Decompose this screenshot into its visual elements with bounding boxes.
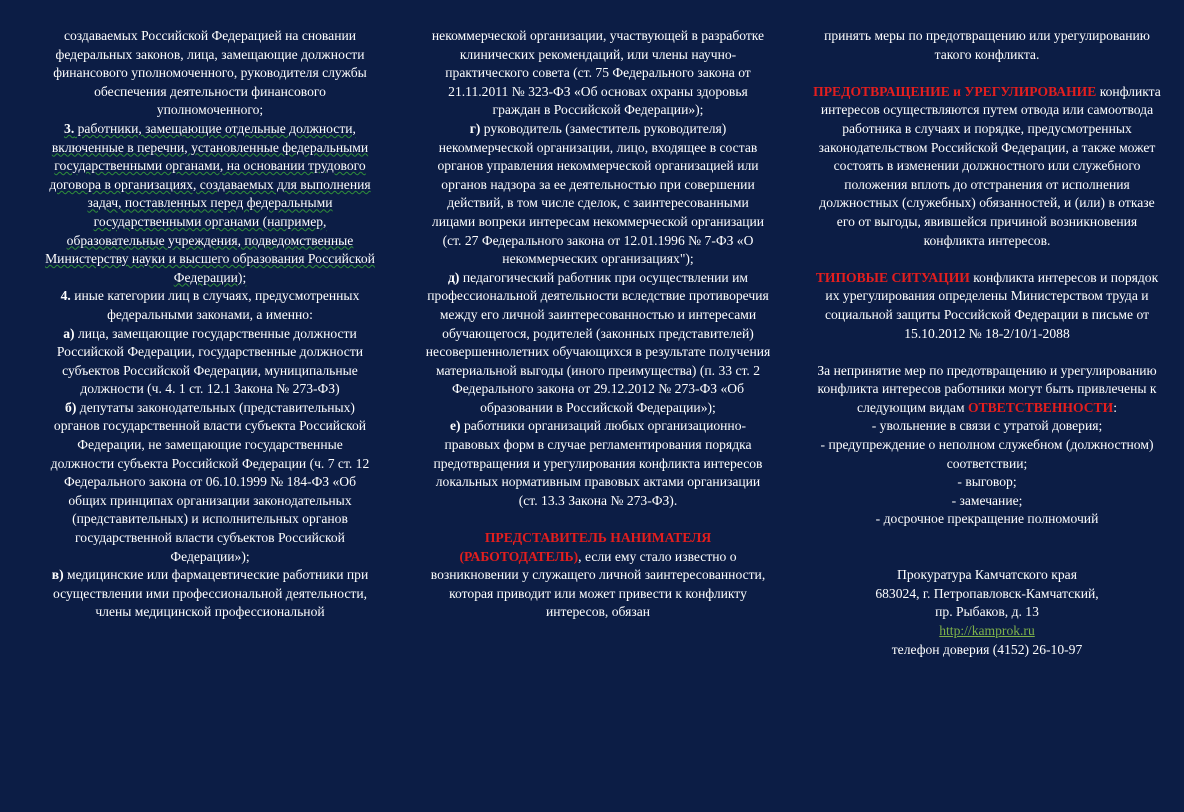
contact-address-line1: 683024, г. Петропавловск-Камчатский,	[875, 585, 1099, 601]
spacer	[812, 64, 1162, 83]
paragraph-item-v	[44, 566, 376, 622]
item-letter: в)	[51, 567, 64, 583]
paragraph-clinical-recommendations: некоммерческой организации, участвующей в разработке клинических рекомендаций, или члены научно-практического совета (ст. 75 Федерального закона от 21.11.2011 № 323-ФЗ «Об основах охраны здоровья граждан в Российской Федерации»);	[431, 28, 765, 118]
heading-typical-situations: ТИПОВЫЕ СИТУАЦИИ	[815, 269, 970, 285]
colon: :	[1113, 399, 1117, 415]
item-text: работники, замещающие отдельные должности, включенные в перечни, установленные федеральными государственными органами, на основании трудового договора в организациях, создаваемых для выполнения задач, поставленных перед федеральными государственными органами (например, образовательные учреждения, подведомственные Министерству науки и высшего образования Российской Федерации);	[45, 120, 375, 285]
heading-prevention: ПРЕДОТВРАЩЕНИЕ и УРЕГУЛИРОВАНИЕ	[813, 83, 1097, 99]
website-link[interactable]: http://kamprok.ru	[939, 623, 1035, 638]
item-letter: е)	[449, 418, 461, 434]
spacer	[812, 250, 1162, 269]
item-text: лица, замещающие государственные должности Российской Федерации, государственные должности субъектов Российской Федерации, муниципальные должности (ч. 4. 1 ст. 12.1 Закона № 273-ФЗ)	[56, 325, 364, 397]
paragraph-item-3	[44, 120, 376, 287]
paragraph-item-g	[425, 120, 771, 269]
paragraph-item-e	[425, 417, 771, 510]
column-left	[44, 27, 376, 622]
list-item: - предупреждение о неполном служебном (должностном) соответствии;	[820, 437, 1154, 471]
item-letter: д)	[448, 269, 460, 285]
list-item: - увольнение в связи с утратой доверия;	[871, 418, 1103, 434]
item-text: медицинские или фармацевтические работники при осуществлении ими профессиональной деятельности, члены медицинской профессиональной	[53, 567, 369, 620]
item-text: работники организаций любых организационно-правовых форм в случае регламентирования порядка предотвращения и урегулирования конфликта интересов локальных нормативным правовых актами организации (ст. 13.3 Закона № 273-ФЗ).	[433, 418, 763, 508]
paragraph-text: конфликта интересов осуществляются путем отвода или самоотвода работника в случаях и порядке, предусмотренных законодательством Российской Федерации, а также может состоять в изменении должностного или служебного положения вплоть до отстранения от исполнения должностных (служебных) обязанностей, и (или) в отказе его от выгоды, явившейся причиной возникновения конфликта интересов.	[818, 83, 1161, 248]
heading-responsibility: ОТВЕТСТВЕННОСТИ	[967, 399, 1114, 415]
spacer	[812, 548, 1162, 567]
contact-organization: Прокуратура Камчатского края	[897, 567, 1077, 583]
heading-employer-representative: ПРЕДСТАВИТЕЛЬ НАНИМАТЕЛЯ (РАБОТОДАТЕЛЬ)	[459, 530, 712, 564]
contact-phone: телефон доверия (4152) 26-10-97	[891, 641, 1083, 657]
paragraph-text: , если ему стало известно о возникновении у служащего личной заинтересованности, которая приводит или может привести к конфликту интересов, обязан	[430, 548, 766, 620]
spacer	[425, 510, 771, 529]
item-text: иные категории лиц в случаях, предусмотренных федеральными законами, а именно:	[70, 288, 360, 322]
paragraph-item-4	[44, 287, 376, 324]
paragraph-prevention	[812, 83, 1162, 250]
list-item: - выговор;	[957, 474, 1017, 490]
item-letter: г)	[469, 120, 481, 136]
paragraph-item-b	[44, 399, 376, 566]
contact-link-wrapper	[812, 622, 1162, 641]
spacer	[812, 529, 1162, 548]
paragraph-item-d	[425, 269, 771, 418]
list-item: - досрочное прекращение полномочий	[875, 511, 1099, 527]
paragraph-typical-situations	[812, 269, 1162, 343]
paragraph-responsibility	[812, 362, 1162, 418]
paragraph-text: конфликта интересов и порядок их урегулирования определены Министерством труда и социальной защиты Российской Федерации в письме от 15.10.2012 № 18-2/10/1-2088	[824, 269, 1159, 341]
list-item: - замечание;	[951, 492, 1023, 508]
paragraph-text: За непринятие мер по предотвращению и урегулированию конфликта интересов работники могут быть привлечены к следующим видам	[817, 362, 1157, 415]
paragraph-item-a	[44, 325, 376, 399]
contact-address-line2: пр. Рыбаков, д. 13	[935, 604, 1039, 620]
item-number: 4.	[60, 288, 71, 304]
paragraph-employer-representative	[425, 529, 771, 622]
item-letter: б)	[65, 399, 77, 415]
paragraph-take-measures: принять меры по предотвращению или урегулированию такого конфликта.	[824, 28, 1150, 62]
item-text: руководитель (заместитель руководителя) некоммерческой организации, лицо, входящее в состав органов управления некоммерческой организацией или органов надзора за ее деятельностью при совершении действий, в том числе сделок, с заинтересованными лицами вопреки интересам некоммерческой организации (ст. 27 Федерального закона от 12.01.1996 № 7-ФЗ «О некоммерческих организациях");	[431, 120, 765, 267]
item-number: 3.	[64, 120, 75, 136]
paragraph-financial-ombudsman: создаваемых Российской Федерацией на сновании федеральных законов, лица, замещающие должности финансового уполномоченного, руководителя службы обеспечения деятельности финансового уполномоченного;	[53, 28, 367, 118]
spacer	[812, 343, 1162, 362]
item-text: депутаты законодательных (представительных) органов государственной власти субъекта Российской Федерации, не замещающие государственные должности субъекта Российской Федерации (ч. 7 ст. 12 Федерального закона от 06.10.1999 № 184-ФЗ «Об общих принципах организации законодательных (представительных) и исполнительных органов государственной власти субъектов Российской Федерации»);	[50, 399, 370, 564]
item-letter: а)	[63, 325, 75, 341]
column-right	[812, 27, 1162, 659]
column-middle	[425, 27, 771, 622]
item-text: педагогический работник при осуществлении им профессиональной деятельности вследствие противоречия между его личной заинтересованностью и интересами обучающегося, родителей (законных представителей) несовершеннолетних обучающихся в результате получения материальной выгоды (иного преимущества) (п. 33 ст. 2 Федерального закона от 29.12.2012 № 273-ФЗ «Об образовании в Российской Федерации»);	[425, 269, 771, 415]
